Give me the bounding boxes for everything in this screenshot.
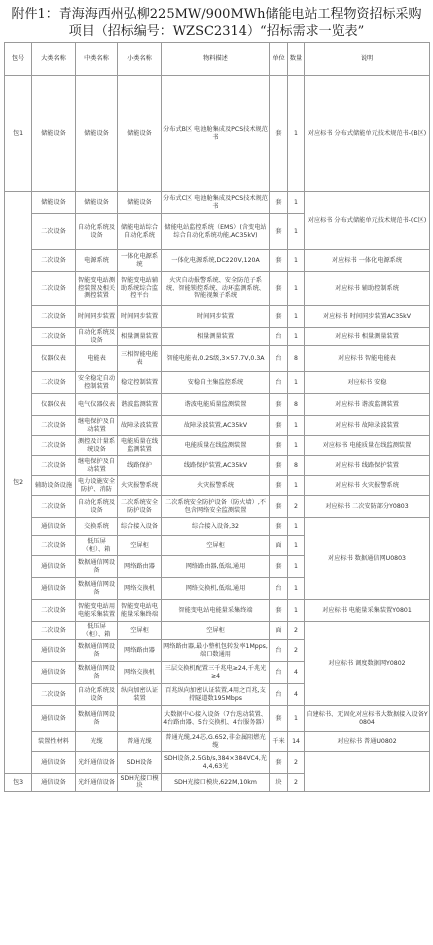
- middle-category-cell: 交换系统: [76, 518, 118, 536]
- middle-category-cell: 储能设备: [76, 192, 118, 214]
- table-row: [5, 394, 430, 416]
- remarks-cell: 对应标书 安稳: [305, 372, 430, 394]
- sub-category-cell: 网络交换机: [118, 578, 162, 600]
- sub-category-cell: 二次系统安全防护设备: [118, 496, 162, 518]
- table-row: [5, 416, 430, 436]
- category-cell: 装置性材料: [32, 732, 76, 752]
- sub-category-cell: 纵向加密认证装置: [118, 684, 162, 706]
- sub-category-cell: 网络路由器: [118, 556, 162, 578]
- material-description-cell: 电能质量在线监测装置: [162, 436, 270, 456]
- unit-cell: 套: [270, 76, 288, 192]
- material-description-cell: 线路保护装置,AC35kV: [162, 456, 270, 476]
- pack-number-cell: 包3: [5, 774, 32, 792]
- quantity-cell: 2: [288, 640, 305, 662]
- material-description-cell: 一体化电源系统,DC220V,120A: [162, 250, 270, 272]
- unit-cell: 台: [270, 640, 288, 662]
- material-description-cell: 分布式B区 电池舱集成及PCS技术规范书: [162, 76, 270, 192]
- header-remarks: 说明: [305, 43, 430, 76]
- unit-cell: 台: [270, 346, 288, 372]
- unit-cell: 块: [270, 774, 288, 792]
- quantity-cell: 1: [288, 250, 305, 272]
- header-material-description: 物料描述: [162, 43, 270, 76]
- quantity-cell: 14: [288, 732, 305, 752]
- sub-category-cell: 网络路由器: [118, 640, 162, 662]
- table-row: [5, 328, 430, 346]
- material-description-cell: 网络交换机,低端,通用: [162, 578, 270, 600]
- sub-category-cell: 时间同步装置: [118, 306, 162, 328]
- unit-cell: 套: [270, 436, 288, 456]
- remarks-cell: 对应标书 二次安防部分Y0803: [305, 496, 430, 518]
- category-cell: 二次设备: [32, 250, 76, 272]
- table-row: [5, 306, 430, 328]
- category-cell: 通信设备: [32, 774, 76, 792]
- quantity-cell: 1: [288, 372, 305, 394]
- unit-cell: 套: [270, 394, 288, 416]
- table-body: [5, 76, 430, 792]
- category-cell: 辅助设备设施: [32, 476, 76, 496]
- material-description-cell: 网络路由器,低端,通用: [162, 556, 270, 578]
- sub-category-cell: 电能质量在线监测装置: [118, 436, 162, 456]
- material-description-cell: 分布式C区 电池舱集成及PCS技术规范书: [162, 192, 270, 214]
- remarks-cell: 对应标书 电能量采集装置Y0801: [305, 600, 430, 622]
- category-cell: 二次设备: [32, 600, 76, 622]
- middle-category-cell: 继电保护及自动装置: [76, 456, 118, 476]
- header-middle-category: 中类名称: [76, 43, 118, 76]
- category-cell: 二次设备: [32, 456, 76, 476]
- header-quantity: 数量: [288, 43, 305, 76]
- quantity-cell: 1: [288, 436, 305, 456]
- middle-category-cell: 电力设施安全防护、消防: [76, 476, 118, 496]
- middle-category-cell: 时间同步装置: [76, 306, 118, 328]
- sub-category-cell: 相量测量装置: [118, 328, 162, 346]
- remarks-cell: 对应标书 分布式储能单元技术规范书-(C区): [305, 192, 430, 250]
- middle-category-cell: 继电保护及自动装置: [76, 416, 118, 436]
- remarks-cell: 对应标书 火灾报警系统: [305, 476, 430, 496]
- unit-cell: 套: [270, 306, 288, 328]
- table-row: [5, 436, 430, 456]
- unit-cell: 面: [270, 622, 288, 640]
- material-description-cell: 综合接入设备,32: [162, 518, 270, 536]
- unit-cell: 台: [270, 328, 288, 346]
- remarks-cell: 对应标书 相量测量装置: [305, 328, 430, 346]
- category-cell: 二次设备: [32, 214, 76, 250]
- material-description-cell: 谐波电能质量监测装置: [162, 394, 270, 416]
- quantity-cell: 2: [288, 622, 305, 640]
- quantity-cell: 1: [288, 306, 305, 328]
- material-description-cell: 二次系统安全防护设备（防火墙）,不包含网络安全监测装置: [162, 496, 270, 518]
- middle-category-cell: 智能变电站用电能采集装置: [76, 600, 118, 622]
- remarks-cell: 对应标书 分布式储能单元技术规范书-(B区): [305, 76, 430, 192]
- category-cell: 通信设备: [32, 640, 76, 662]
- sub-category-cell: 空屏柜: [118, 622, 162, 640]
- sub-category-cell: 故障录波装置: [118, 416, 162, 436]
- sub-category-cell: 三相智能电能表: [118, 346, 162, 372]
- material-description-cell: 大数据中心接入设备（7台迭动装置、4台路由器、5台交换机、4台服务器）: [162, 706, 270, 732]
- remarks-cell: 对应标书 智能电能表: [305, 346, 430, 372]
- quantity-cell: 1: [288, 192, 305, 214]
- quantity-cell: 2: [288, 752, 305, 774]
- table-row: [5, 732, 430, 752]
- material-description-cell: 百兆纵向加密认证装置,4用之百兆,支持隧道数195Mbps: [162, 684, 270, 706]
- sub-category-cell: 普通光缆: [118, 732, 162, 752]
- sub-category-cell: SDH光接口模块: [118, 774, 162, 792]
- table-row: [5, 192, 430, 214]
- header-pack-no: 包号: [5, 43, 32, 76]
- remarks-cell: 对应标书 一体化电源系统: [305, 250, 430, 272]
- unit-cell: 千米: [270, 732, 288, 752]
- sub-category-cell: 稳定控制装置: [118, 372, 162, 394]
- material-description-cell: 故障录波装置,AC35kV: [162, 416, 270, 436]
- quantity-cell: 1: [288, 214, 305, 250]
- quantity-cell: 1: [288, 536, 305, 556]
- material-description-cell: 相量测量装置: [162, 328, 270, 346]
- unit-cell: 套: [270, 456, 288, 476]
- middle-category-cell: 光缆: [76, 732, 118, 752]
- remarks-cell: 对应标书 普通U0802: [305, 732, 430, 752]
- table-row: [5, 346, 430, 372]
- middle-category-cell: 储能设备: [76, 76, 118, 192]
- quantity-cell: 1: [288, 272, 305, 306]
- category-cell: 二次设备: [32, 496, 76, 518]
- quantity-cell: 1: [288, 416, 305, 436]
- quantity-cell: 1: [288, 518, 305, 536]
- middle-category-cell: 电气仪器仪表: [76, 394, 118, 416]
- material-description-cell: 智能电能表,0.2S级,3×57.7V,0.3A: [162, 346, 270, 372]
- unit-cell: 套: [270, 192, 288, 214]
- unit-cell: 套: [270, 556, 288, 578]
- tender-requirements-table: [4, 42, 430, 792]
- middle-category-cell: 智能变电站测控装置及相关测控装置: [76, 272, 118, 306]
- sub-category-cell: 谐波监测装置: [118, 394, 162, 416]
- unit-cell: 套: [270, 706, 288, 732]
- unit-cell: 套: [270, 416, 288, 436]
- table-row: [5, 476, 430, 496]
- unit-cell: 台: [270, 578, 288, 600]
- remarks-cell: 对应标书 时间同步装置AC35kV: [305, 306, 430, 328]
- remarks-cell: 对应标书 辅助控制系统: [305, 272, 430, 306]
- quantity-cell: 8: [288, 346, 305, 372]
- material-description-cell: 储能电站监控系统（EMS）(含变电站综合自动化系统功能,AC35kV): [162, 214, 270, 250]
- material-description-cell: 安稳自主集监控系统: [162, 372, 270, 394]
- middle-category-cell: 测控及计量系统设备: [76, 436, 118, 456]
- category-cell: 储能设备: [32, 76, 76, 192]
- category-cell: 二次设备: [32, 536, 76, 556]
- sub-category-cell: 储能电站综合自动化系统: [118, 214, 162, 250]
- sub-category-cell: 网络交换机: [118, 662, 162, 684]
- sub-category-cell: 储能设备: [118, 192, 162, 214]
- sub-category-cell: 智能变电站辅助系统综合监控平台: [118, 272, 162, 306]
- quantity-cell: 2: [288, 496, 305, 518]
- unit-cell: 面: [270, 536, 288, 556]
- category-cell: 二次设备: [32, 272, 76, 306]
- table-row: [5, 372, 430, 394]
- pack-number-cell: 包2: [5, 192, 32, 774]
- unit-cell: 台: [270, 684, 288, 706]
- category-cell: 仪器仪表: [32, 394, 76, 416]
- sub-category-cell: 空屏柜: [118, 536, 162, 556]
- category-cell: 通信设备: [32, 706, 76, 732]
- middle-category-cell: 自动化系统及设备: [76, 684, 118, 706]
- remarks-cell: 对应标书 电能质量在线监测装置: [305, 436, 430, 456]
- material-description-cell: 智能变电站电能量采集终端: [162, 600, 270, 622]
- quantity-cell: 8: [288, 456, 305, 476]
- category-cell: 二次设备: [32, 622, 76, 640]
- header-unit: 单位: [270, 43, 288, 76]
- category-cell: 二次设备: [32, 436, 76, 456]
- sub-category-cell: 智能变电站电能量采集终端: [118, 600, 162, 622]
- sub-category-cell: 线路保护: [118, 456, 162, 476]
- pack-number-cell: 包1: [5, 76, 32, 192]
- middle-category-cell: 安全稳定自动控制装置: [76, 372, 118, 394]
- material-description-cell: SDH光接口模块,622M,10km: [162, 774, 270, 792]
- sub-category-cell: [118, 706, 162, 732]
- quantity-cell: 2: [288, 774, 305, 792]
- unit-cell: 套: [270, 496, 288, 518]
- unit-cell: 套: [270, 518, 288, 536]
- material-description-cell: 普通光缆,24芯,G.652,非金属阻燃光缆: [162, 732, 270, 752]
- category-cell: 通信设备: [32, 578, 76, 600]
- unit-cell: 套: [270, 476, 288, 496]
- category-cell: 二次设备: [32, 372, 76, 394]
- page-title: 附件1：青海海西州弘柳225MW/900MWh储能电站工程物资招标采购项目（招标编号：WZSC2314）“招标需求一览表”: [11, 7, 422, 39]
- material-description-cell: SDH设备,2.5Gb/s,384×384VC4,光4,4,63光: [162, 752, 270, 774]
- unit-cell: 套: [270, 752, 288, 774]
- remarks-cell: 对应标书 线路保护装置: [305, 456, 430, 476]
- middle-category-cell: 低压屏（柜）、箱: [76, 536, 118, 556]
- sub-category-cell: 储能设备: [118, 76, 162, 192]
- remarks-cell: [305, 752, 430, 792]
- table-row: [5, 518, 430, 536]
- middle-category-cell: 数据通信网设备: [76, 706, 118, 732]
- quantity-cell: 8: [288, 394, 305, 416]
- table-row: [5, 752, 430, 774]
- category-cell: 二次设备: [32, 328, 76, 346]
- sub-category-cell: SDH设备: [118, 752, 162, 774]
- middle-category-cell: 自动化系统及设备: [76, 328, 118, 346]
- sub-category-cell: 综合接入设备: [118, 518, 162, 536]
- category-cell: 通信设备: [32, 752, 76, 774]
- middle-category-cell: 数据通信网设备: [76, 662, 118, 684]
- material-description-cell: 网络路由器,最小整机包转发率1Mpps,端口数通用: [162, 640, 270, 662]
- quantity-cell: 4: [288, 684, 305, 706]
- unit-cell: 台: [270, 662, 288, 684]
- quantity-cell: 1: [288, 476, 305, 496]
- category-cell: 通信设备: [32, 556, 76, 578]
- unit-cell: 套: [270, 214, 288, 250]
- table-row: [5, 496, 430, 518]
- quantity-cell: 1: [288, 578, 305, 600]
- table-row: [5, 706, 430, 732]
- material-description-cell: 空屏柜: [162, 536, 270, 556]
- middle-category-cell: 数据通信网设备: [76, 640, 118, 662]
- category-cell: 二次设备: [32, 416, 76, 436]
- remarks-cell: 对应标书 数据通信网U0803: [305, 518, 430, 600]
- category-cell: 储能设备: [32, 192, 76, 214]
- middle-category-cell: 自动化系统及设备: [76, 496, 118, 518]
- sub-category-cell: 火灾报警系统: [118, 476, 162, 496]
- table-row: [5, 622, 430, 640]
- middle-category-cell: 低压屏（柜）、箱: [76, 622, 118, 640]
- material-description-cell: 空屏柜: [162, 622, 270, 640]
- table-row: [5, 600, 430, 622]
- table-row: [5, 456, 430, 476]
- remarks-cell: 对应标书 调度数据网Y0802: [305, 622, 430, 706]
- unit-cell: 套: [270, 600, 288, 622]
- sub-category-cell: 一体化电源系统: [118, 250, 162, 272]
- table-header-row: [5, 43, 430, 76]
- middle-category-cell: 电源系统: [76, 250, 118, 272]
- table-row: [5, 250, 430, 272]
- quantity-cell: 1: [288, 76, 305, 192]
- header-category: 大类名称: [32, 43, 76, 76]
- material-description-cell: 火灾报警系统: [162, 476, 270, 496]
- material-description-cell: 三层交换机配置三千兆电≥24,千兆光≥4: [162, 662, 270, 684]
- category-cell: 二次设备: [32, 684, 76, 706]
- category-cell: 通信设备: [32, 518, 76, 536]
- category-cell: 仪器仪表: [32, 346, 76, 372]
- category-cell: 二次设备: [32, 306, 76, 328]
- quantity-cell: 1: [288, 706, 305, 732]
- unit-cell: 套: [270, 272, 288, 306]
- quantity-cell: 1: [288, 328, 305, 346]
- remarks-cell: 对应标书 故障录波装置: [305, 416, 430, 436]
- middle-category-cell: 数据通信网设备: [76, 578, 118, 600]
- middle-category-cell: 自动化系统及设备: [76, 214, 118, 250]
- quantity-cell: 1: [288, 600, 305, 622]
- material-description-cell: 时间同步装置: [162, 306, 270, 328]
- unit-cell: 套: [270, 250, 288, 272]
- middle-category-cell: 数据通信网设备: [76, 556, 118, 578]
- category-cell: 通信设备: [32, 662, 76, 684]
- table-row: [5, 272, 430, 306]
- remarks-cell: 自建标书、无固化对应标书大数据接入设备Y0804: [305, 706, 430, 732]
- quantity-cell: 4: [288, 662, 305, 684]
- quantity-cell: 1: [288, 556, 305, 578]
- material-description-cell: 火灾自动报警系统、安全防范子系统、智能锁控系统、动环监测系统、智能视频子系统: [162, 272, 270, 306]
- header-sub-category: 小类名称: [118, 43, 162, 76]
- middle-category-cell: 光纤通信设备: [76, 774, 118, 792]
- remarks-cell: 对应标书 谐波监测装置: [305, 394, 430, 416]
- middle-category-cell: 光纤通信设备: [76, 752, 118, 774]
- table-row: [5, 76, 430, 192]
- middle-category-cell: 电能表: [76, 346, 118, 372]
- unit-cell: 台: [270, 372, 288, 394]
